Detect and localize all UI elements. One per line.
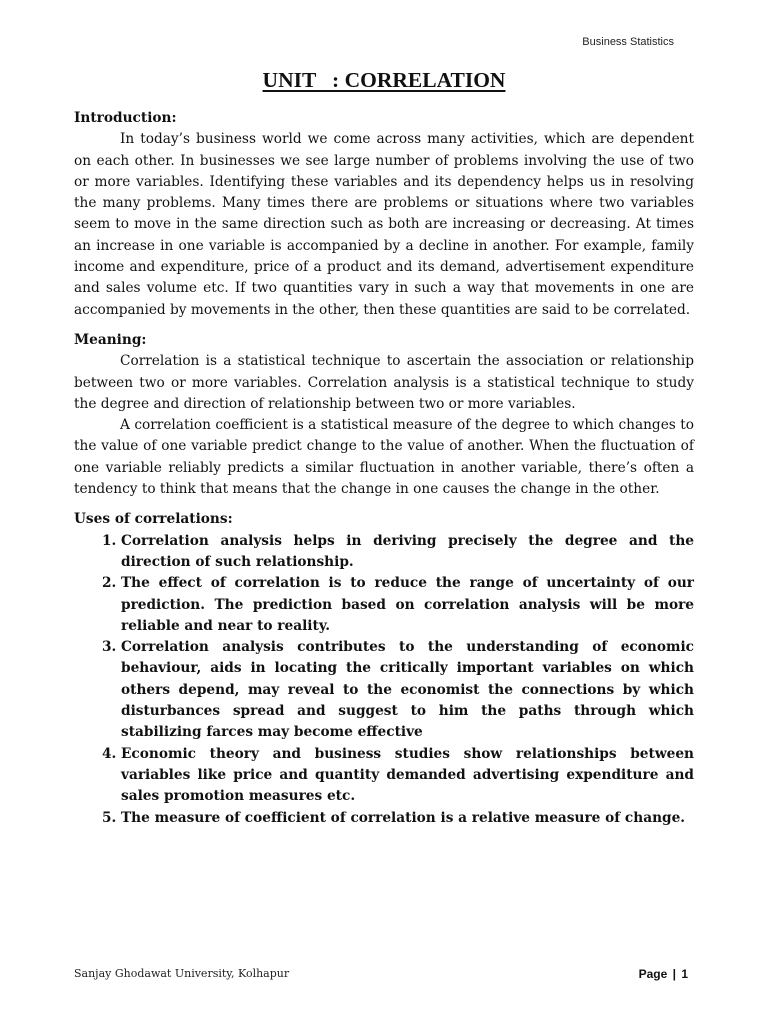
introduction-heading: Introduction: [74, 110, 177, 126]
document-body [74, 108, 694, 829]
uses-list-item: 5. The measure of coefficient of correlation is a relative measure of change. [121, 808, 694, 829]
meaning-heading: Meaning: [74, 331, 147, 348]
page-title [0, 68, 768, 93]
uses-heading: Uses of correlations: [74, 511, 233, 528]
introduction-paragraph: In today’s business world we come across many activities, which are dependent on each other. In businesses we see large number of problems involving the use of two or more variables. Identifying these variables and its dependency helps us in resolving the many problems. Many times there are problems or situations where two variables seem to move in the same direction such as both are increasing or decreasing. At times an increase in one variable is accompanied by a decline in another. For example, family income and expenditure, price of a product and its demand, advertisement expenditure and sales volume etc. If two quantities vary in such a way that movements in one are accompanied by movements in the other, then these quantities are said to be correlated. [74, 131, 694, 318]
page-separator: | [672, 967, 676, 981]
meaning-paragraph-1: Correlation is a statistical technique to ascertain the association or relationship between two or more variables. Correlation analysis is a statistical technique to study the degree and direction of relationship between two or more variables. [74, 353, 694, 412]
page-number: 1 [681, 967, 688, 981]
uses-list-item: 3. Correlation analysis contributes to the understanding of economic behaviour, aids in locating the critically important variables on which others depend, may reveal to the economist the connections by which disturbances spread and suggest to him the paths through which stabilizing farces may become effective [121, 637, 694, 743]
uses-list-item: 4. Economic theory and business studies show relationships between variables like price and quantity demanded advertising expenditure and sales promotion measures etc. [121, 744, 694, 808]
page-label: Page [638, 967, 668, 981]
uses-list-item: 2. The effect of correlation is to reduce the range of uncertainty of our prediction. The prediction based on correlation analysis will be more reliable and near to reality. [121, 573, 694, 637]
page-title-text: UNIT : CORRELATION [262, 68, 506, 92]
running-header: Business Statistics [582, 36, 674, 48]
footer-institution: Sanjay Ghodawat University, Kolhapur [74, 967, 290, 980]
uses-list-item: 1. Correlation analysis helps in deriving precisely the degree and the direction of such relationship. [121, 531, 694, 574]
meaning-paragraph-2: A correlation coefficient is a statistical measure of the degree to which changes to the value of one variable predict change to the value of another. When the fluctuation of one variable reliably predicts a similar fluctuation in another variable, there’s often a tendency to think that means that the change in one causes the change in the other. [74, 417, 694, 498]
footer-page-number [639, 967, 688, 981]
uses-list [74, 531, 694, 829]
